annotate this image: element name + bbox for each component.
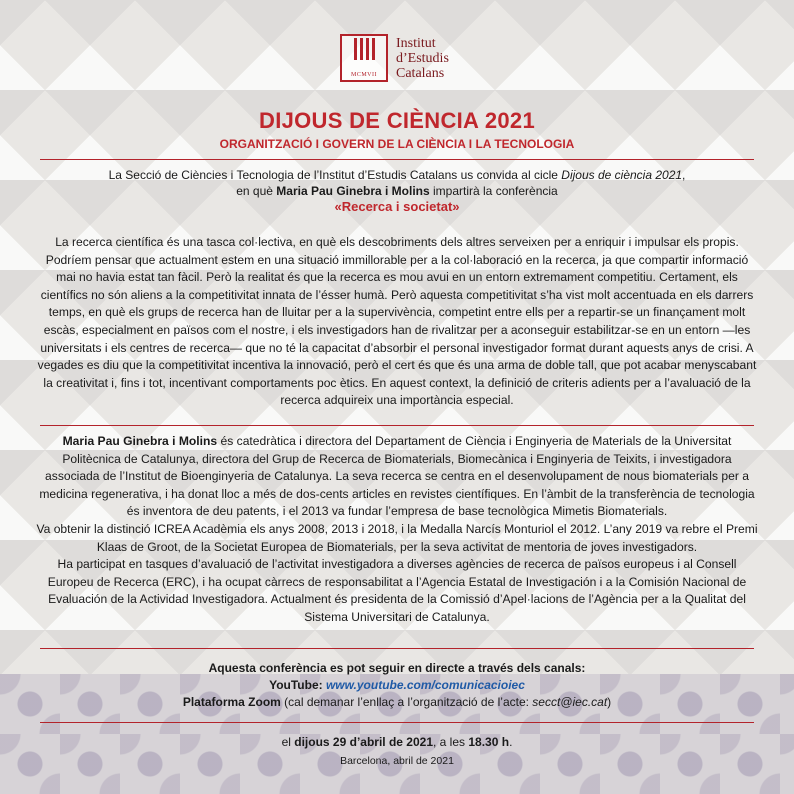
invitation-text [40,167,754,215]
zoom-label: Plataforma Zoom [182,695,281,709]
zoom-email-link[interactable]: secct@iec.cat [532,695,608,709]
bio-speaker-name: Maria Pau Ginebra i Molins [62,434,218,448]
channels-intro [40,660,754,677]
place-date: Barcelona, abril de 2021 [340,755,454,767]
talk-title: «Recerca i societat» [334,199,460,214]
date-suffix: . [509,735,513,749]
zoom-line [40,694,754,711]
event-date [40,733,754,771]
youtube-line [40,677,754,694]
seal-bars [354,38,375,60]
zoom-text-b: ) [607,695,612,709]
seal-text: MCMVII [350,72,377,78]
logo-wordmark [396,36,449,81]
broadcast-channels [40,660,754,711]
logo-line-1: Institut [396,35,436,51]
talk-abstract: La recerca científica és una tasca col·lectiva, en què els descobriments dels altres serveixen per a enriquir i impulsar els propis. Podríem pensar que actualment estem en una situació immillorable per a la col·laboració en la recerca, ja que compartir informació mai no havia estat tan fàcil. Però la realitat és que la recerca es mou avui en un entorn extremament competitiu. Certament, els científics no són aliens a la competitivitat innata de l’ésser humà. Però aquesta competitivitat s’ha vist molt accentuada en els darrers temps, en què els grups de recerca han de lluitar per a la supervivència, competint entre ells per a repartir-se un finançament molt escàs, especialment en països com el nostre, i els investigadors han de rivalitzar per a aconseguir estabilitzar-se en un entorn —les universitats i els centres de recerca— que no té la capacitat d’absorbir el personal investigador format durant aquests anys de crisi. A vegades es diu que la competitivitat incentiva la innovació, però el cert és que és una arma de doble tall, que pot acabar menyscabant la creativitat i, fins i tot, incentivant comportaments poc ètics. En aquest context, la definició de criteris adients per a l’avaluació de la recerca adquireix una importància especial. [37,235,757,408]
divider-top [40,159,754,160]
invite-line-1 [40,167,754,183]
speaker-name: Maria Pau Ginebra i Molins [276,184,430,198]
event-datetime [40,733,754,752]
invite-text-d: impartirà la conferència [429,184,558,198]
invite-text-c: en què [236,184,277,198]
bio-paragraph-2: Va obtenir la distinció ICREA Acadèmia els anys 2008, 2013 i 2018, i la Medalla Narcís Monturiol el 2012. L’any 2019 va rebre el Premi Klaas de Groot, de la Societat Europea de Biomaterials, per la seva activitat de mentoria de joves investigadors. [36,521,758,554]
bio-text: és catedràtica i directora del Departament de Ciència i Enginyeria de Materials de la Universitat Politècnica de Catalunya, directora del Grup de Recerca de Biomaterials, Biomecànica i Enginyeria de Teixits, i investigadora associada de l’Institut de Bioenginyeria de Catalunya. La seva recerca se centra en el desenvolupament de nous biomaterials per a medicina regenerativa, i ha donat lloc a més de dos-cents articles en revistes científiques. En l’àmbit de la transferència de tecnologia és inventora de deu patents, i el 2013 va fundar l’empresa de base tecnològica Mimetis Biomaterials. [39,434,755,519]
bio-paragraph-1 [36,433,758,521]
zoom-text-a: (cal demanar l’enllaç a l’organització de l’acte: [280,695,533,709]
bio-paragraph-3: Ha participat en tasques d’avaluació de l’activitat investigadora a diverses agències de recerca de països europeus i al Consell Europeu de Recerca (ERC), i ha ocupat càrrecs de responsabilitat a l’Agencia Estatal de Investigación i a la Comisión Nacional de Evaluación de la Actividad Investigadora. Actualment és presidenta de la Comissió d’Apel·lacions de l’Agència per a la Qualitat del Sistema Universitari de Catalunya. [47,557,747,624]
logo-line-2: d’Estudis [396,50,449,66]
invite-text-b: , [682,168,686,182]
invite-line-2 [40,183,754,199]
youtube-link[interactable]: www.youtube.com/comunicacioiec [325,678,525,692]
event-day: dijous 29 d’abril de 2021 [294,735,433,749]
iec-seal-icon [340,34,388,82]
divider-date [40,722,754,723]
channels-intro-text: Aquesta conferència es pot seguir en directe a través dels canals: [208,661,586,675]
divider-bottom [40,648,754,649]
iec-logo [340,34,449,82]
youtube-label: YouTube: [269,678,323,692]
speaker-bio [36,433,758,627]
page-subtitle: ORGANITZACIÓ I GOVERN DE LA CIÈNCIA I LA TECNOLOGIA [219,137,575,151]
page-title: DIJOUS DE CIÈNCIA 2021 [259,108,535,133]
cycle-name: Dijous de ciència 2021 [561,168,683,182]
date-middle: , a les [433,735,469,749]
date-prefix: el [281,735,295,749]
event-time: 18.30 h [468,735,510,749]
logo-line-3: Catalans [396,65,445,81]
divider-middle [40,425,754,426]
invite-text-a: La Secció de Ciències i Tecnologia de l’Institut d’Estudis Catalans us convida al cicle [108,168,562,182]
